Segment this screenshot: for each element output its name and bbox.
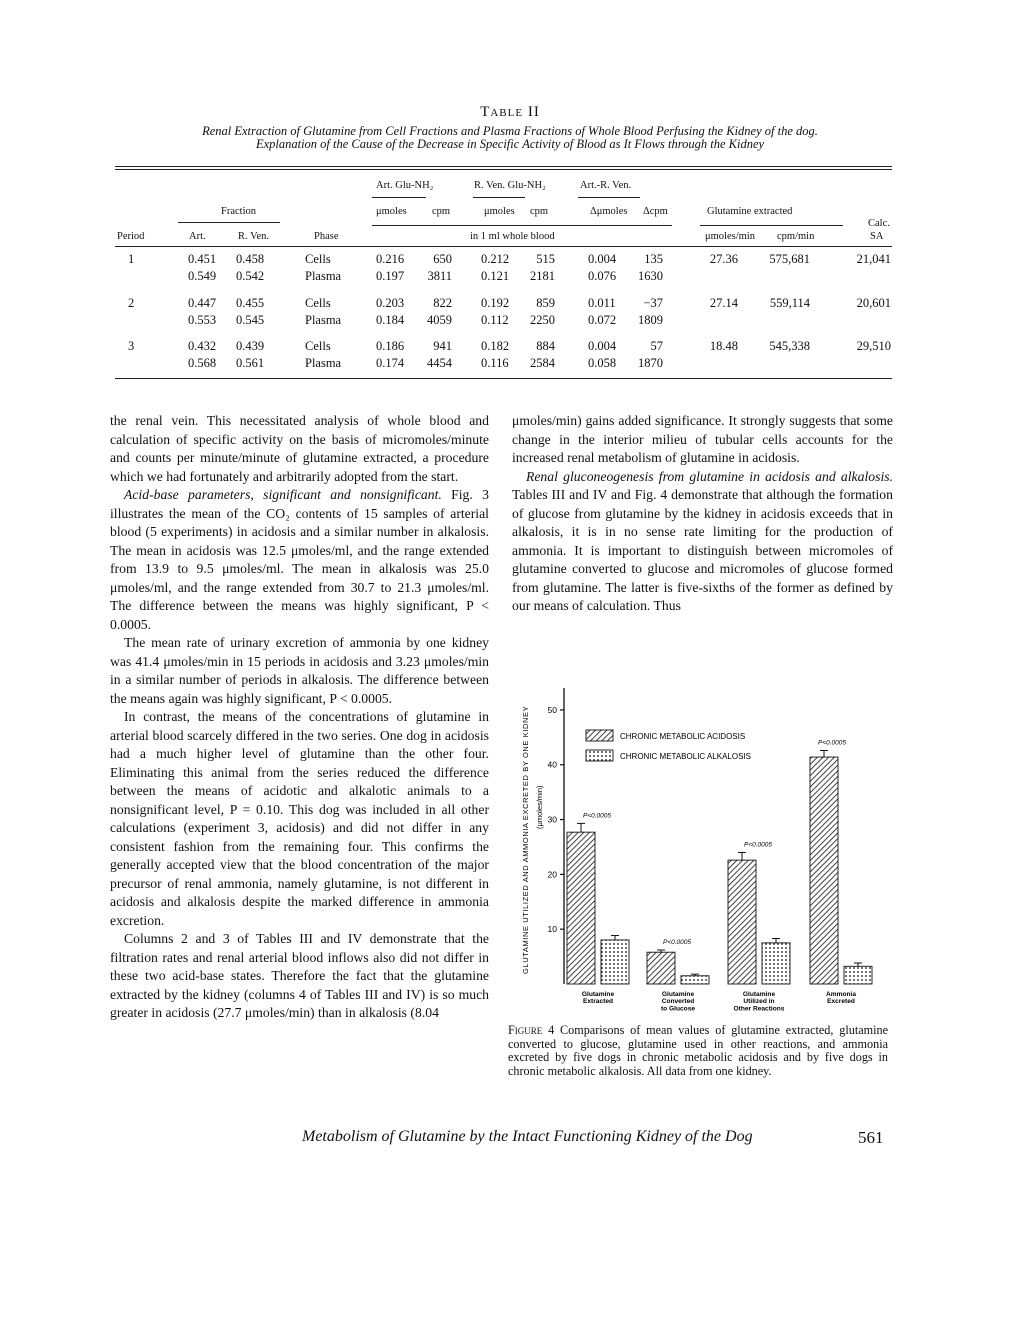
paragraph [512, 468, 893, 616]
p-value-annotation: P<0.0005 [663, 939, 692, 947]
header-glutamine-extracted: Glutamine extracted [707, 206, 793, 217]
table-cell-a_um: 0.216 [376, 252, 405, 266]
glutamine-extracted-underline [700, 225, 843, 226]
table-cell-phase: Plasma [305, 269, 342, 283]
table-cell-rven: 0.545 [236, 313, 265, 327]
bar-acidosis [728, 860, 756, 984]
legend-swatch-dots [586, 750, 613, 761]
table-cell-d_um: 0.004 [588, 252, 617, 266]
table-cell-a_cpm: 650 [433, 252, 452, 266]
table-cell-a_cpm: 941 [433, 339, 452, 353]
art-glu-underline [372, 197, 426, 198]
table-cell-gl_cpm: 545,338 [769, 339, 810, 353]
bar-acidosis [647, 952, 675, 984]
category-label: Glutamine [581, 991, 615, 998]
header-delta-umoles: Δμmoles [590, 206, 628, 217]
header-art-cpm: cpm [432, 206, 451, 217]
table-cell-v_um: 0.212 [481, 252, 510, 266]
section-heading: Acid-base parameters, significant and nonsignificant. [124, 487, 442, 502]
table-cell-art: 0.568 [188, 356, 217, 370]
table-cell-gl_cpm: 575,681 [769, 252, 810, 266]
bar-alkalosis [762, 943, 790, 984]
table-cell-phase: Cells [305, 296, 331, 310]
table-cell-v_cpm: 2584 [530, 356, 555, 370]
y-tick-label: 30 [547, 814, 557, 825]
header-in-1ml: in 1 ml whole blood [470, 231, 555, 242]
category-label: Glutamine [661, 991, 695, 998]
table-cell-art: 0.553 [188, 313, 217, 327]
table-caption [110, 125, 910, 151]
paragraph: the renal vein. This necessitated analysis of whole blood and calculation of specific activity on the basis of micromoles/minute and counts per minute/minute of glutamine extracted, a procedure which we had fortunately and arbitrarily adopted from the start. [110, 413, 489, 484]
table-caption-line-1: Renal Extraction of Glutamine from Cell Fractions and Plasma Fractions of Whole Blood Perfusing the Kidney of the dog. [202, 124, 818, 138]
table-cell-d_cpm: −37 [643, 296, 663, 310]
paragraph-body: Fig. 3 illustrates the mean of the CO₂ contents of 15 samples of arterial blood (5 experiments) in acidosis and a similar number in alkalosis. The mean in acidosis was 12.5 μmoles/ml, and the range extended from 13.9 to 9.5 μmoles/ml. The mean in alkalosis was 25.0 μmoles/ml, and the range extended from 30.7 to 21.3 μmoles/ml. The difference between the means was highly significant, P < 0.0005. [110, 487, 489, 632]
table-cell-v_um: 0.112 [481, 313, 509, 327]
figure-caption-text: Comparisons of mean values of glutamine extracted, glutamine converted to glucose, glutamine used in other reactions, and ammonia excreted by five dogs in chronic metabolic acidosis and by five dogs in chronic metabolic alkalosis. All data from one kidney. [508, 1023, 888, 1078]
figure-label: Figure 4 [508, 1023, 555, 1037]
table-cell-sa: 20,601 [856, 296, 891, 310]
rven-glu-underline [473, 197, 525, 198]
category-label: Glutamine [742, 991, 776, 998]
y-axis-label: GLUTAMINE UTILIZED AND AMMONIA EXCRETED BY ONE KIDNEY [521, 705, 530, 974]
table-cell-d_um: 0.011 [588, 296, 616, 310]
paragraph-body: Tables III and IV and Fig. 4 demonstrate that although the formation of glucose from glutamine by the kidney in acidosis exceeds that in alkalosis, it is in no sense rate limiting for the production of ammonia. It is important to distinguish between micromoles of glutamine converted to glucose and micromoles of glucose formed from glutamine. The latter is five-sixths of the former as defined by our means of calculation. Thus [512, 487, 893, 613]
table-cell-period: 2 [128, 296, 135, 310]
table-cell-rven: 0.439 [236, 339, 265, 353]
table-cell-phase: Cells [305, 252, 331, 266]
art-rven-underline [578, 197, 640, 198]
p-value-annotation: P<0.0005 [818, 739, 847, 747]
table-title: Table II [480, 104, 540, 120]
header-phase: Phase [314, 231, 339, 242]
table-cell-a_um: 0.184 [376, 313, 405, 327]
section-heading: Renal gluconeogenesis from glutamine in acidosis and alkalosis. [526, 468, 893, 484]
fraction-underline [178, 222, 280, 223]
running-title: Metabolism of Glutamine by the Intact Functioning Kidney of the Dog [302, 1128, 753, 1145]
table-cell-a_um: 0.186 [376, 339, 405, 353]
header-art-umoles: μmoles [376, 206, 407, 217]
table-cell-sa: 21,041 [856, 252, 891, 266]
table-cell-phase: Plasma [305, 313, 342, 327]
category-label: Excreted [827, 998, 855, 1006]
table-cell-gl_cpm: 559,114 [769, 296, 810, 310]
table-cell-v_um: 0.182 [481, 339, 510, 353]
page-number: 561 [858, 1128, 884, 1147]
table-cell-period: 1 [128, 252, 135, 266]
legend-label: CHRONIC METABOLIC ACIDOSIS [620, 732, 746, 741]
category-label: Ammonia [825, 991, 857, 998]
table-cell-d_um: 0.004 [588, 339, 617, 353]
header-cpm-min: cpm/min [777, 231, 815, 242]
header-ven-umoles: μmoles [484, 206, 515, 217]
table-cell-a_um: 0.203 [376, 296, 405, 310]
table-cell-gl_um: 18.48 [709, 339, 738, 353]
category-label: to Glucose [660, 1005, 696, 1013]
header-calc: Calc. [868, 218, 890, 229]
figure-4-chart [508, 670, 892, 1020]
table-cell-phase: Plasma [305, 356, 342, 370]
category-label: Extracted [582, 998, 614, 1006]
table-cell-period: 3 [128, 339, 135, 353]
table-cell-a_cpm: 822 [433, 296, 452, 310]
header-period: Period [117, 231, 145, 242]
table-cell-v_um: 0.192 [481, 296, 510, 310]
paragraph: Columns 2 and 3 of Tables III and IV demonstrate that the filtration rates and renal arterial blood inflows also did not differ in these two acid-base states. Therefore the fact that the glutamine extracted by the kidney (columns 4 of Tables III and IV) is so much greater in acidosis (27.7 μmoles/min) than in alkalosis (8.04 [110, 931, 489, 1020]
table-cell-a_um: 0.174 [376, 356, 405, 370]
header-rven: R. Ven. [238, 231, 270, 242]
phase-values-underline [372, 225, 672, 226]
table-cell-a_cpm: 3811 [427, 269, 452, 283]
y-tick-label: 20 [547, 869, 557, 880]
table-cell-art: 0.549 [188, 269, 217, 283]
table-cell-v_cpm: 515 [536, 252, 555, 266]
table-bottom-rule [115, 378, 892, 379]
header-sa: SA [870, 231, 884, 242]
category-label: Converted [661, 998, 695, 1006]
table-cell-art: 0.451 [188, 252, 217, 266]
table-cell-a_cpm: 4454 [427, 356, 452, 370]
y-tick-label: 50 [547, 704, 557, 715]
table-cell-art: 0.432 [188, 339, 217, 353]
header-art: Art. [189, 231, 206, 242]
table-cell-d_um: 0.058 [588, 356, 617, 370]
header-rven-glu: R. Ven. Glu-NH₂ [474, 180, 546, 191]
header-art-rven: Art.-R. Ven. [580, 180, 632, 191]
header-umoles-min: μmoles/min [705, 231, 755, 242]
bar-alkalosis [601, 940, 629, 984]
figure-caption [508, 1024, 888, 1078]
table-cell-gl_um: 27.36 [709, 252, 738, 266]
left-text-column [110, 412, 489, 1023]
paragraph: The mean rate of urinary excretion of ammonia by one kidney was 41.4 μmoles/min in 15 periods in acidosis and 3.23 μmoles/min in a similar number of periods in alkalosis. The difference between the means again was highly significant, P < 0.0005. [110, 635, 489, 706]
table-cell-d_um: 0.076 [588, 269, 617, 283]
table-cell-d_cpm: 1870 [638, 356, 663, 370]
legend-swatch-hatch [586, 730, 613, 741]
table-top-rule [115, 166, 892, 167]
table-top-rule-2 [115, 169, 892, 170]
paragraph: μmoles/min) gains added significance. It strongly suggests that some change in the interior milieu of tubular cells accounts for the increased renal metabolism of glutamine in acidosis. [512, 413, 893, 465]
y-tick-label: 40 [547, 759, 557, 770]
table-cell-d_cpm: 1809 [638, 313, 663, 327]
y-axis-unit-label: (μmoles/min) [535, 785, 544, 829]
header-delta-cpm: Δcpm [643, 206, 668, 217]
header-bottom-rule [115, 246, 892, 247]
table-cell-a_cpm: 4059 [427, 313, 452, 327]
paragraph: In contrast, the means of the concentrations of glutamine in arterial blood scarcely differed in the two series. One dog in acidosis had a much higher level of glutamine than the other four. Eliminating this animal from the series reduced the difference between the means of acidotic and alkalotic animals to a nonsignificant level, P = 0.10. This dog was included in all other calculations (experiment 3, acidosis) and did not differ in any consistent fashion from the remaining four. This confirms the generally accepted view that the blood concentration of the major precursor of renal ammonia, namely glutamine, is not different in acidosis and alkalosis despite the marked difference in ammonia excretion. [110, 709, 489, 928]
table-cell-v_um: 0.121 [481, 269, 510, 283]
bar-acidosis [567, 832, 595, 984]
paragraph [110, 486, 489, 634]
table-cell-rven: 0.542 [236, 269, 265, 283]
y-tick-label: 10 [547, 924, 557, 935]
table-cell-gl_um: 27.14 [709, 296, 738, 310]
bar-alkalosis [844, 966, 872, 984]
bar-alkalosis [681, 976, 709, 984]
table-cell-v_cpm: 2250 [530, 313, 555, 327]
table-cell-rven: 0.455 [236, 296, 265, 310]
table-cell-v_um: 0.116 [481, 356, 509, 370]
table-cell-art: 0.447 [188, 296, 217, 310]
header-fraction: Fraction [221, 206, 256, 217]
table-cell-a_um: 0.197 [376, 269, 405, 283]
table-cell-d_um: 0.072 [588, 313, 617, 327]
table-cell-d_cpm: 135 [644, 252, 663, 266]
bar-acidosis [810, 757, 838, 984]
table-caption-line-2: Explanation of the Cause of the Decrease in Specific Activity of Blood as It Flows through the Kidney [255, 137, 765, 151]
header-art-glu: Art. Glu-NH₂ [376, 180, 434, 191]
table-cell-rven: 0.458 [236, 252, 265, 266]
table-cell-d_cpm: 1630 [638, 269, 663, 283]
table-cell-v_cpm: 2181 [530, 269, 555, 283]
table-cell-v_cpm: 859 [536, 296, 555, 310]
category-label: Utilized in [743, 998, 775, 1006]
table-cell-sa: 29,510 [856, 339, 891, 353]
table-cell-rven: 0.561 [236, 356, 265, 370]
legend-label: CHRONIC METABOLIC ALKALOSIS [620, 752, 751, 761]
header-ven-cpm: cpm [530, 206, 549, 217]
table-cell-v_cpm: 884 [536, 339, 555, 353]
p-value-annotation: P<0.0005 [744, 841, 773, 849]
table-cell-d_cpm: 57 [650, 339, 663, 353]
category-label: Other Reactions [733, 1005, 785, 1013]
table-cell-phase: Cells [305, 339, 331, 353]
right-text-column [512, 412, 893, 616]
p-value-annotation: P<0.0005 [583, 812, 612, 820]
